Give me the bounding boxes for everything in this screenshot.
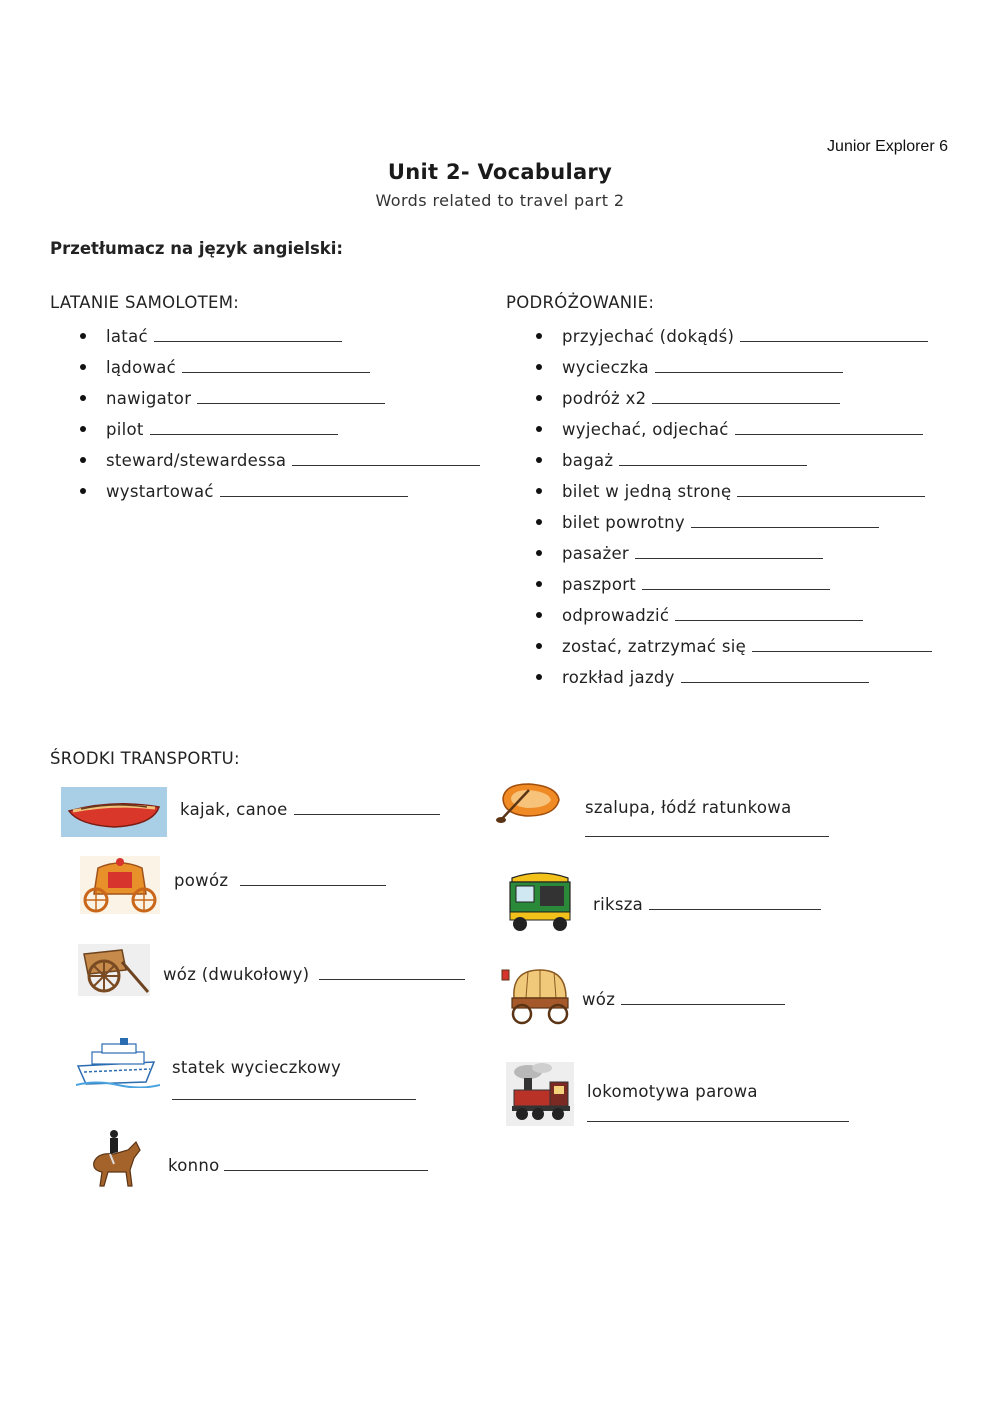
answer-blank[interactable] — [587, 1105, 849, 1122]
list-item: bilet w jedną stronę — [534, 480, 932, 511]
answer-blank[interactable] — [585, 820, 829, 837]
list-item: rozkład jazdy — [534, 666, 932, 697]
travelling-list — [534, 325, 932, 697]
transport-item-szalupa: szalupa, łódź ratunkowa — [585, 798, 792, 817]
cruise-ship-icon — [76, 1036, 160, 1088]
answer-blank[interactable] — [172, 1083, 416, 1100]
page-title: Unit 2- Vocabulary — [387, 160, 613, 184]
transport-item-riksza: riksza — [593, 893, 821, 914]
list-item: odprowadzić — [534, 604, 932, 635]
answer-blank[interactable] — [635, 542, 823, 559]
answer-blank[interactable] — [655, 356, 843, 373]
transport-item-woz-dwukolowy: wóz (dwukołowy) — [163, 963, 465, 984]
flying-list — [78, 325, 480, 511]
rickshaw-icon — [504, 868, 576, 934]
flying-heading: LATANIE SAMOLOTEM: — [50, 293, 240, 312]
list-item: zostać, zatrzymać się — [534, 635, 932, 666]
list-item: latać — [78, 325, 480, 356]
list-item: wycieczka — [534, 356, 932, 387]
canoe-icon — [61, 787, 167, 837]
list-item: paszport — [534, 573, 932, 604]
answer-blank[interactable] — [737, 480, 925, 497]
list-item: nawigator — [78, 387, 480, 418]
answer-blank[interactable] — [649, 893, 821, 910]
page-subtitle: Words related to travel part 2 — [375, 191, 625, 210]
answer-blank[interactable] — [675, 604, 863, 621]
transport-heading: ŚRODKI TRANSPORTU: — [50, 749, 240, 768]
answer-blank[interactable] — [681, 666, 869, 683]
book-title: Junior Explorer 6 — [827, 138, 948, 155]
instruction: Przetłumacz na język angielski: — [50, 239, 344, 258]
list-item: wystartować — [78, 480, 480, 511]
list-item: lądować — [78, 356, 480, 387]
transport-item-lokomotywa: lokomotywa parowa — [587, 1082, 758, 1101]
list-item: przyjechać (dokądś) — [534, 325, 932, 356]
travelling-heading: PODRÓŻOWANIE: — [506, 293, 655, 312]
list-item: bagaż — [534, 449, 932, 480]
list-item: podróż x2 — [534, 387, 932, 418]
covered-wagon-icon — [500, 962, 572, 1026]
answer-blank[interactable] — [294, 798, 440, 815]
list-item: pasażer — [534, 542, 932, 573]
answer-blank[interactable] — [197, 387, 385, 404]
transport-item-woz: wóz — [582, 988, 785, 1009]
list-item: bilet powrotny — [534, 511, 932, 542]
answer-blank[interactable] — [621, 988, 785, 1005]
answer-blank[interactable] — [240, 869, 386, 886]
carriage-icon — [80, 856, 160, 914]
cart-icon — [78, 944, 150, 996]
transport-item-statek: statek wycieczkowy — [172, 1058, 342, 1077]
answer-blank[interactable] — [220, 480, 408, 497]
list-item: pilot — [78, 418, 480, 449]
answer-blank[interactable] — [642, 573, 830, 590]
answer-blank[interactable] — [691, 511, 879, 528]
answer-blank[interactable] — [735, 418, 923, 435]
answer-blank[interactable] — [619, 449, 807, 466]
answer-blank[interactable] — [652, 387, 840, 404]
answer-blank[interactable] — [154, 325, 342, 342]
answer-blank[interactable] — [752, 635, 932, 652]
horse-rider-icon — [84, 1128, 144, 1190]
answer-blank[interactable] — [224, 1154, 428, 1171]
steam-locomotive-icon — [506, 1062, 574, 1126]
answer-blank[interactable] — [319, 963, 465, 980]
answer-blank[interactable] — [292, 449, 480, 466]
rubber-boat-icon — [495, 776, 563, 824]
transport-item-konno: konno — [168, 1154, 428, 1175]
transport-item-kajak: kajak, canoe — [180, 798, 440, 819]
list-item: steward/stewardessa — [78, 449, 480, 480]
transport-item-powoz: powóz — [174, 869, 386, 890]
answer-blank[interactable] — [740, 325, 928, 342]
answer-blank[interactable] — [182, 356, 370, 373]
list-item: wyjechać, odjechać — [534, 418, 932, 449]
answer-blank[interactable] — [150, 418, 338, 435]
